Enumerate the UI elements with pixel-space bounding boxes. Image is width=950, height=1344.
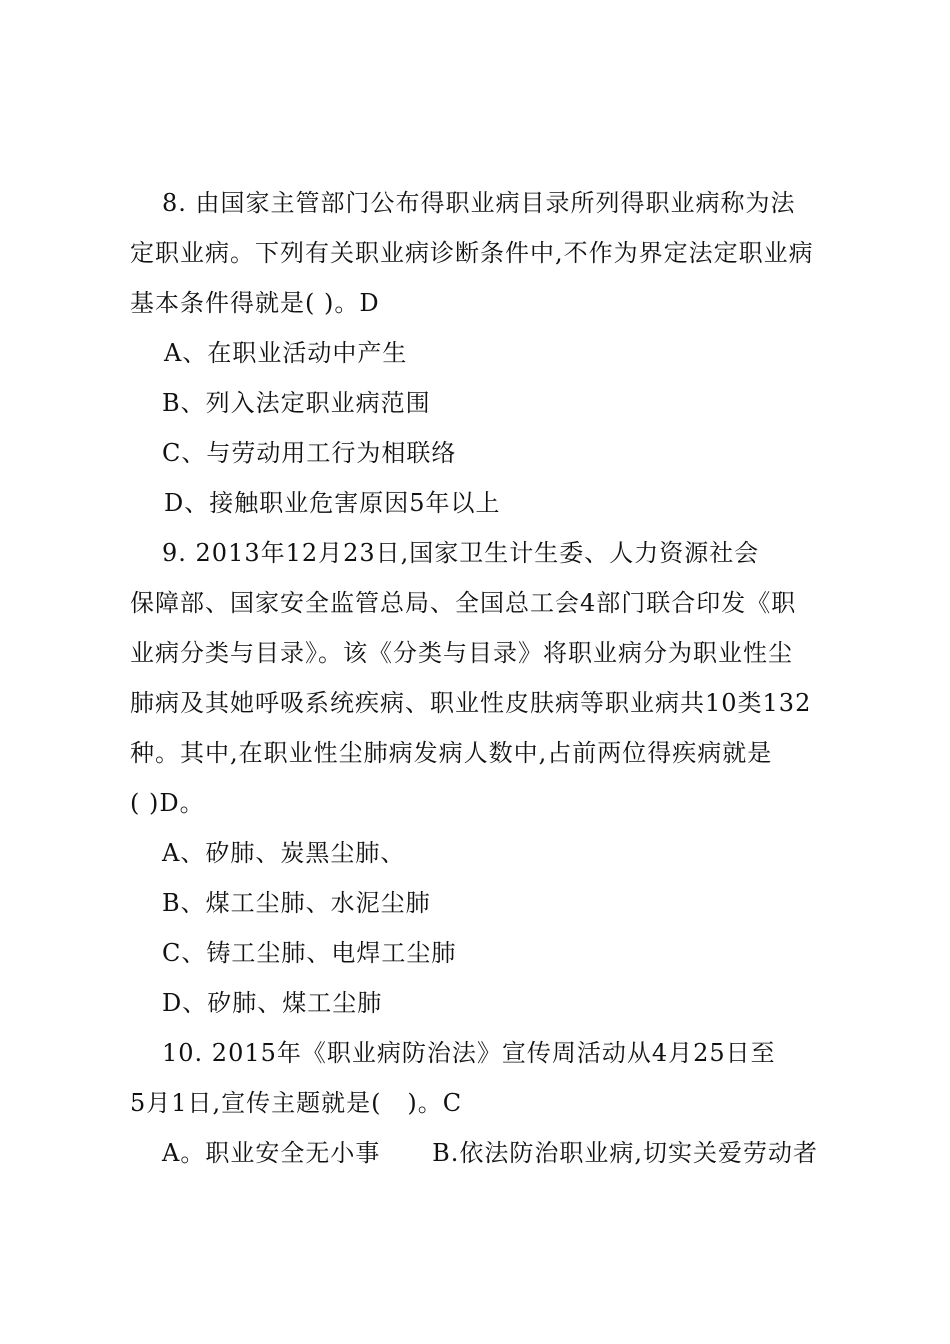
- q9-stem-line-2: 保障部、国家安全监管总局、全国总工会4部门联合印发《职: [130, 589, 797, 617]
- q9-stem-line-4: 肺病及其她呼吸系统疾病、职业性皮肤病等职业病共10类132: [130, 689, 812, 717]
- q8-stem-line-2: 定职业病。下列有关职业病诊断条件中,不作为界定法定职业病: [130, 239, 814, 267]
- q9-stem-line-6: ( )D。: [130, 789, 205, 817]
- q8-stem-line-3: 基本条件得就是( )。D: [130, 289, 380, 317]
- q8-option-c: C、与劳动用工行为相联络: [162, 439, 457, 467]
- q9-option-a: A、矽肺、炭黑尘肺、: [162, 839, 406, 867]
- q10-stem-line-2: 5月1日,宣传主题就是( )。C: [130, 1089, 463, 1117]
- q8-stem-line-1: 8. 由国家主管部门公布得职业病目录所列得职业病称为法: [162, 189, 796, 217]
- q9-option-d: D、矽肺、煤工尘肺: [162, 989, 383, 1017]
- q9-stem-line-5: 种。其中,在职业性尘肺病发病人数中,占前两位得疾病就是: [130, 739, 773, 767]
- q8-option-a: A、在职业活动中产生: [164, 339, 408, 367]
- q10-stem-line-1: 10. 2015年《职业病防治法》宣传周活动从4月25日至: [162, 1039, 776, 1067]
- q9-option-b: B、煤工尘肺、水泥尘肺: [162, 889, 431, 917]
- q9-stem-line-3: 业病分类与目录》。该《分类与目录》将职业病分为职业性尘: [130, 639, 793, 667]
- q8-option-d: D、接触职业危害原因5年以上: [164, 489, 501, 517]
- q9-option-c: C、铸工尘肺、电焊工尘肺: [162, 939, 457, 967]
- q8-option-b: B、列入法定职业病范围: [162, 389, 431, 417]
- q10-options-line: A。职业安全无小事 B.依法防治职业病,切实关爱劳动者: [162, 1139, 818, 1167]
- q9-stem-line-1: 9. 2013年12月23日,国家卫生计生委、人力资源社会: [162, 539, 760, 567]
